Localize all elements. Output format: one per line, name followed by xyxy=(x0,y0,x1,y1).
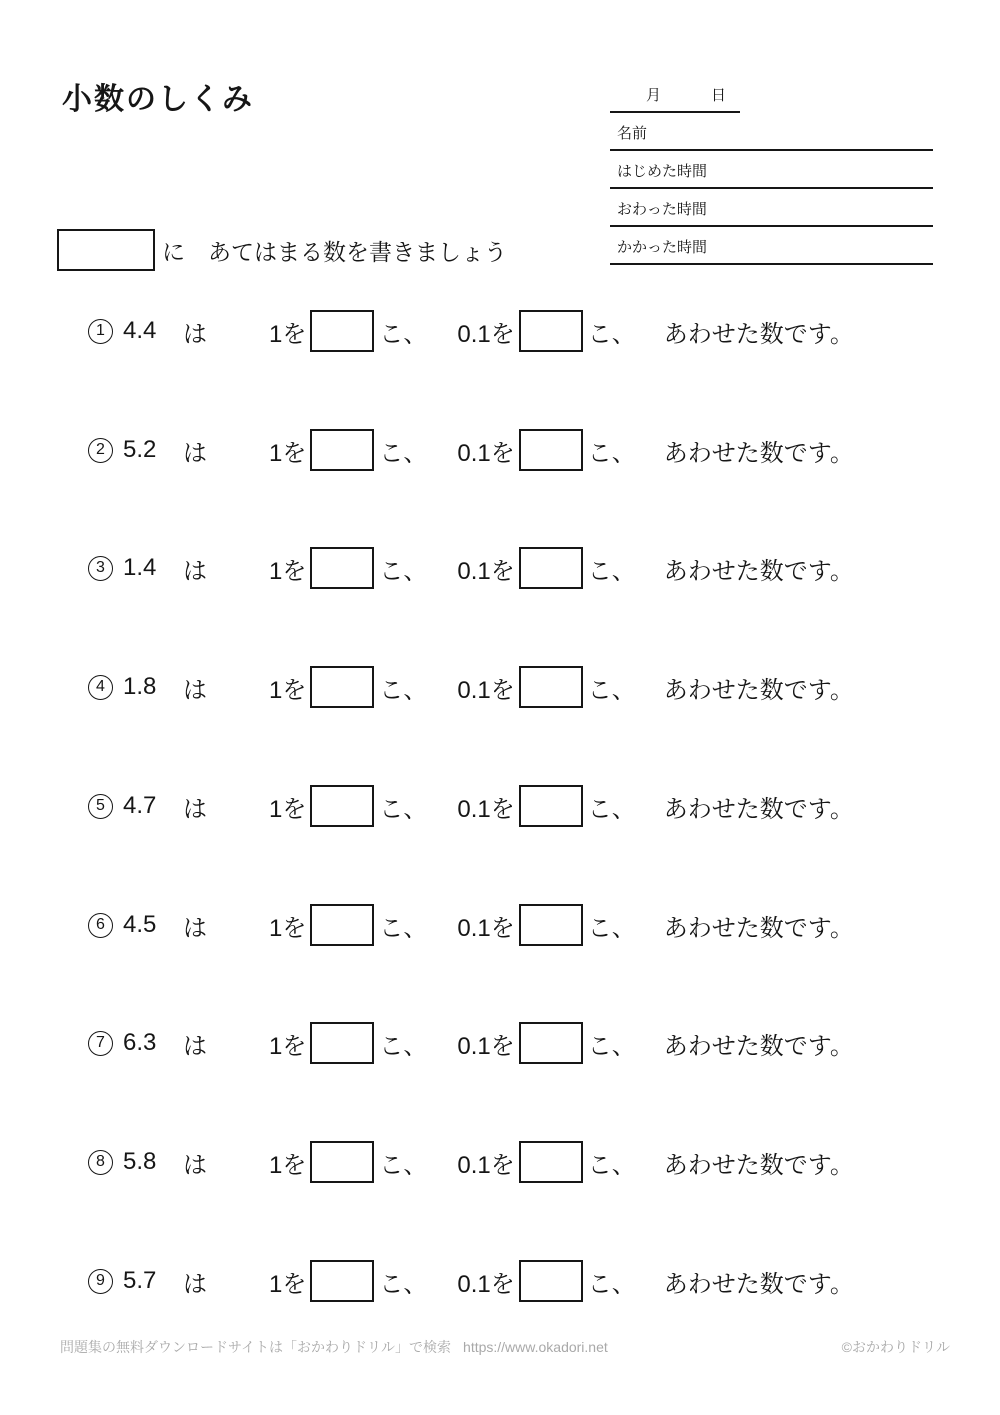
question-number: 7 xyxy=(96,1034,105,1051)
question-value: 5.2 xyxy=(123,436,157,463)
end-time-field-row[interactable] xyxy=(610,189,933,227)
topic-particle-label: は xyxy=(183,1032,207,1060)
question-number: 9 xyxy=(96,1272,105,1289)
question-value: 6.3 xyxy=(123,1029,157,1056)
counter-label-1: こ、 xyxy=(379,439,428,467)
counter-label-1: こ、 xyxy=(379,914,428,942)
unit-tenths-label: 0.1を xyxy=(457,1151,515,1179)
question-suffix: あわせた数です。 xyxy=(663,439,854,467)
counter-label-2: こ、 xyxy=(587,1151,636,1179)
name-field-row[interactable] xyxy=(610,113,933,151)
page-title: 小数のしくみ xyxy=(62,83,254,116)
month-label: 月 xyxy=(646,87,662,104)
topic-particle-label: は xyxy=(183,1151,207,1179)
start-time-field-row[interactable] xyxy=(610,151,933,189)
answer-box-tenths[interactable] xyxy=(519,1260,583,1302)
answer-box-tenths[interactable] xyxy=(519,547,583,589)
question-number-circle xyxy=(88,1269,113,1294)
counter-label-1: こ、 xyxy=(379,676,428,704)
unit-tenths-label: 0.1を xyxy=(457,914,515,942)
unit-tenths-label: 0.1を xyxy=(457,795,515,823)
footer-site-text: 問題集の無料ダウンロードサイトは「おかわりドリル」で検索 xyxy=(60,1339,452,1355)
question-number-circle xyxy=(88,438,113,463)
counter-label-1: こ、 xyxy=(379,1032,428,1060)
footer-site-info xyxy=(60,1337,608,1357)
unit-tenths-label: 0.1を xyxy=(457,1270,515,1298)
instruction-text: に あてはまる数を書きましょう xyxy=(162,238,507,265)
answer-box-ones[interactable] xyxy=(310,1022,374,1064)
question-row xyxy=(88,1021,854,1065)
day-label: 日 xyxy=(711,87,727,104)
answer-box-tenths[interactable] xyxy=(519,1141,583,1183)
counter-label-1: こ、 xyxy=(379,557,428,585)
topic-particle-label: は xyxy=(183,320,207,348)
counter-label-2: こ、 xyxy=(587,439,636,467)
question-value: 1.4 xyxy=(123,554,157,581)
topic-particle-label: は xyxy=(183,439,207,467)
question-number: 5 xyxy=(96,797,105,814)
question-number-circle xyxy=(88,913,113,938)
unit-tenths-label: 0.1を xyxy=(457,557,515,585)
counter-label-2: こ、 xyxy=(587,557,636,585)
question-suffix: あわせた数です。 xyxy=(663,320,854,348)
question-row xyxy=(88,665,854,709)
unit-ones-label: 1を xyxy=(269,795,307,823)
question-row xyxy=(88,1140,854,1184)
question-value: 4.5 xyxy=(123,911,157,938)
topic-particle-label: は xyxy=(183,914,207,942)
name-label: 名前 xyxy=(617,125,648,142)
counter-label-1: こ、 xyxy=(379,320,428,348)
topic-particle-label: は xyxy=(183,795,207,823)
question-suffix: あわせた数です。 xyxy=(663,1032,854,1060)
question-number: 3 xyxy=(96,559,105,576)
question-number-circle xyxy=(88,556,113,581)
question-suffix: あわせた数です。 xyxy=(663,914,854,942)
topic-particle-label: は xyxy=(183,557,207,585)
question-number-circle xyxy=(88,794,113,819)
question-row xyxy=(88,903,854,947)
instruction-row xyxy=(57,229,507,271)
question-number: 2 xyxy=(96,441,105,458)
question-value: 5.7 xyxy=(123,1267,157,1294)
question-number: 4 xyxy=(96,678,105,695)
question-row xyxy=(88,1259,854,1303)
header-info-table xyxy=(610,78,933,265)
counter-label-1: こ、 xyxy=(379,1270,428,1298)
answer-box-ones[interactable] xyxy=(310,904,374,946)
counter-label-2: こ、 xyxy=(587,320,636,348)
question-number-circle xyxy=(88,319,113,344)
question-row xyxy=(88,784,854,828)
answer-box-tenths[interactable] xyxy=(519,904,583,946)
unit-ones-label: 1を xyxy=(269,439,307,467)
question-number: 8 xyxy=(96,1153,105,1170)
question-value: 1.8 xyxy=(123,673,157,700)
counter-label-2: こ、 xyxy=(587,1032,636,1060)
question-suffix: あわせた数です。 xyxy=(663,676,854,704)
answer-box-tenths[interactable] xyxy=(519,1022,583,1064)
question-row xyxy=(88,309,854,353)
question-number-circle xyxy=(88,1150,113,1175)
question-value: 4.7 xyxy=(123,792,157,819)
question-row xyxy=(88,546,854,590)
counter-label-1: こ、 xyxy=(379,795,428,823)
question-suffix: あわせた数です。 xyxy=(663,1151,854,1179)
answer-box-ones[interactable] xyxy=(310,1141,374,1183)
question-suffix: あわせた数です。 xyxy=(663,557,854,585)
answer-box-ones[interactable] xyxy=(310,785,374,827)
counter-label-2: こ、 xyxy=(587,795,636,823)
start-time-label: はじめた時間 xyxy=(617,163,708,180)
answer-box-tenths[interactable] xyxy=(519,785,583,827)
question-suffix: あわせた数です。 xyxy=(663,1270,854,1298)
elapsed-time-label: かかった時間 xyxy=(617,239,708,256)
question-number: 1 xyxy=(96,322,105,339)
unit-tenths-label: 0.1を xyxy=(457,1032,515,1060)
question-suffix: あわせた数です。 xyxy=(663,795,854,823)
answer-box-ones[interactable] xyxy=(310,547,374,589)
unit-tenths-label: 0.1を xyxy=(457,676,515,704)
question-number: 6 xyxy=(96,916,105,933)
unit-ones-label: 1を xyxy=(269,914,307,942)
elapsed-time-field-row[interactable] xyxy=(610,227,933,265)
topic-particle-label: は xyxy=(183,1270,207,1298)
answer-box-tenths[interactable] xyxy=(519,429,583,471)
counter-label-2: こ、 xyxy=(587,1270,636,1298)
counter-label-1: こ、 xyxy=(379,1151,428,1179)
answer-box-tenths[interactable] xyxy=(519,310,583,352)
end-time-label: おわった時間 xyxy=(617,201,707,218)
unit-ones-label: 1を xyxy=(269,1151,307,1179)
unit-ones-label: 1を xyxy=(269,557,307,585)
date-field-row[interactable] xyxy=(610,78,740,113)
counter-label-2: こ、 xyxy=(587,676,636,704)
question-number-circle xyxy=(88,1031,113,1056)
footer-copyright: ©おかわりドリル xyxy=(841,1339,950,1355)
unit-tenths-label: 0.1を xyxy=(457,439,515,467)
question-value: 4.4 xyxy=(123,317,157,344)
counter-label-2: こ、 xyxy=(587,914,636,942)
question-number-circle xyxy=(88,675,113,700)
answer-box-ones[interactable] xyxy=(310,1260,374,1302)
answer-box-tenths[interactable] xyxy=(519,666,583,708)
topic-particle-label: は xyxy=(183,676,207,704)
question-row xyxy=(88,428,854,472)
footer-url: https://www.okadori.net xyxy=(463,1339,608,1355)
instruction-example-box xyxy=(57,229,155,271)
unit-ones-label: 1を xyxy=(269,1032,307,1060)
unit-tenths-label: 0.1を xyxy=(457,320,515,348)
unit-ones-label: 1を xyxy=(269,320,307,348)
answer-box-ones[interactable] xyxy=(310,666,374,708)
answer-box-ones[interactable] xyxy=(310,429,374,471)
answer-box-ones[interactable] xyxy=(310,310,374,352)
question-value: 5.8 xyxy=(123,1148,157,1175)
unit-ones-label: 1を xyxy=(269,1270,307,1298)
unit-ones-label: 1を xyxy=(269,676,307,704)
